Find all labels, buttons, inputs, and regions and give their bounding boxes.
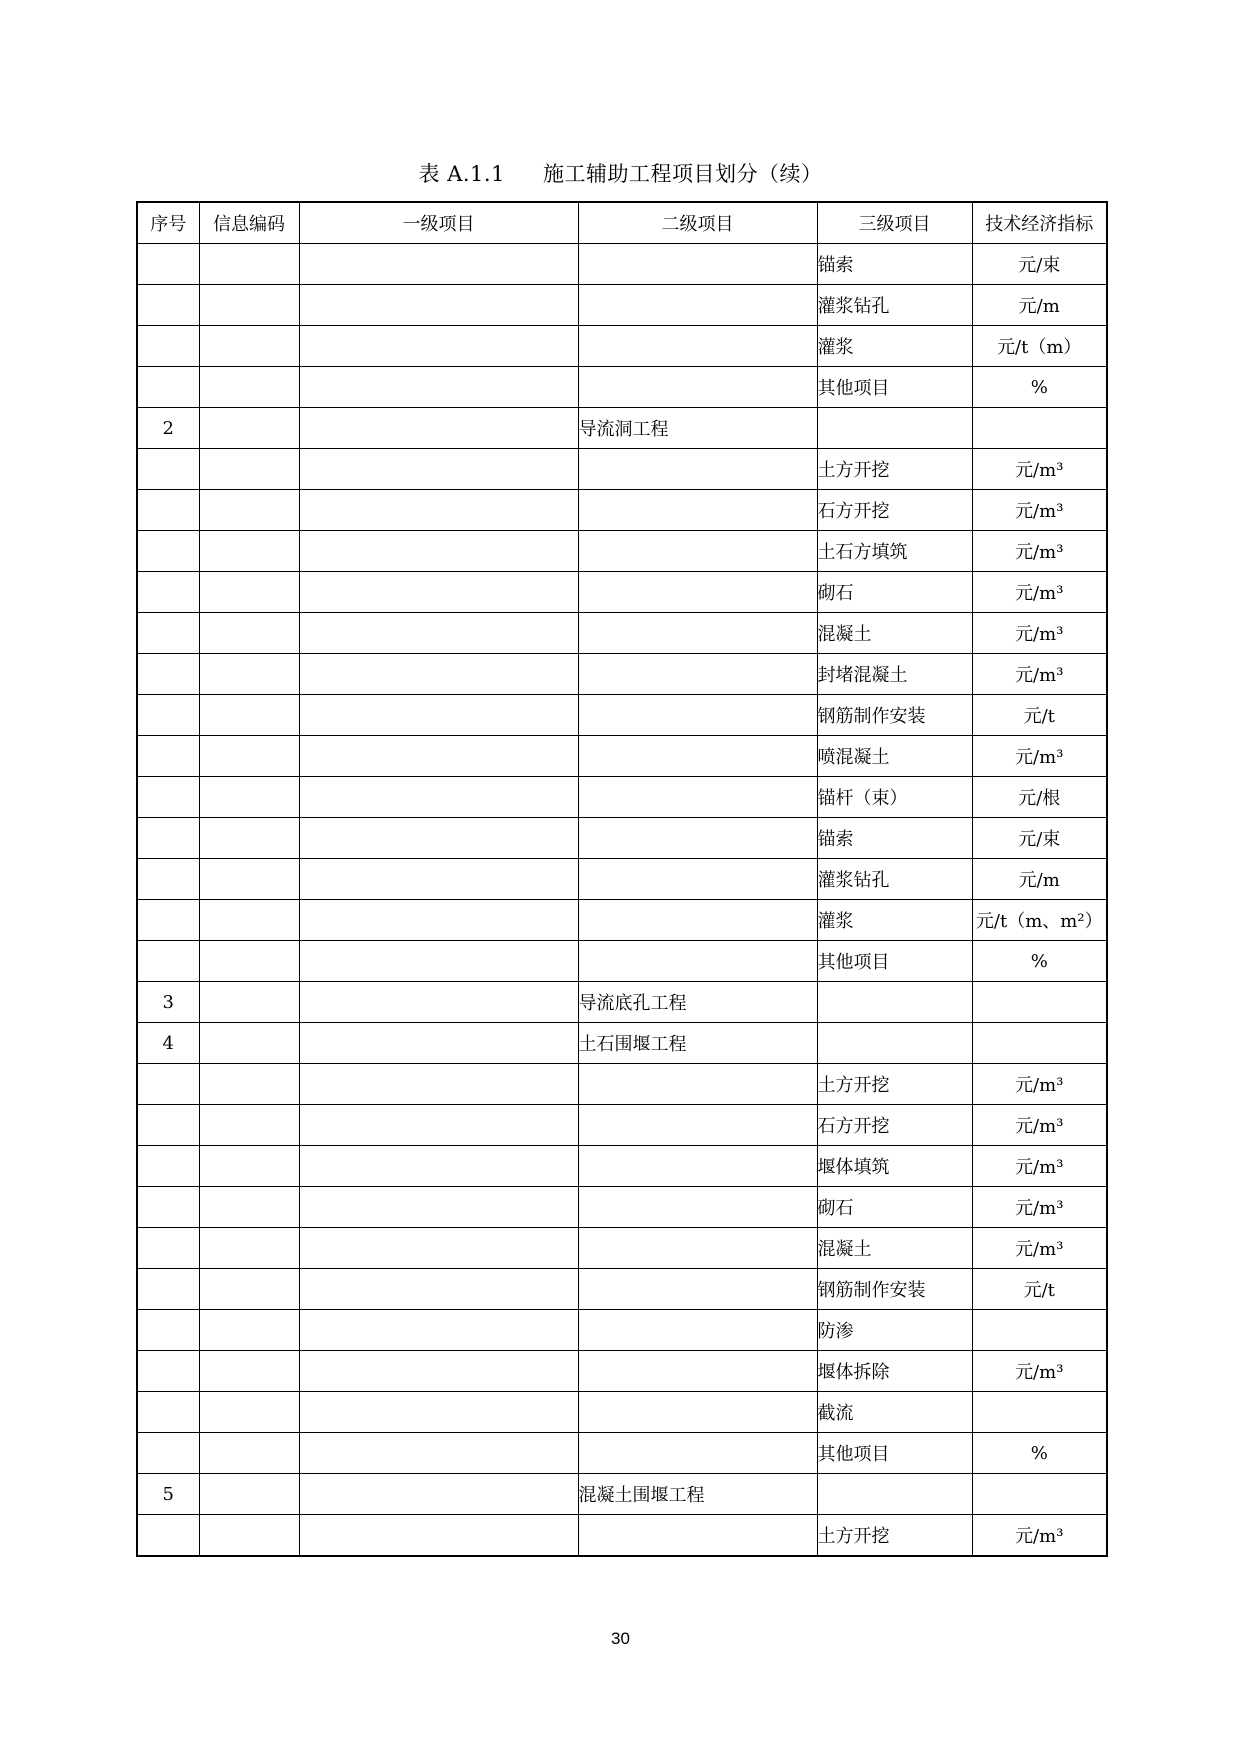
cell-level2 [578,1392,817,1433]
cell-seq [137,941,199,982]
cell-level3: 堰体填筑 [817,1146,972,1187]
cell-code [199,285,299,326]
table-row [137,490,1107,531]
cell-level2 [578,572,817,613]
table-row [137,654,1107,695]
cell-level3 [817,1023,972,1064]
cell-level1 [299,490,578,531]
table-row [137,736,1107,777]
table-row [137,1351,1107,1392]
cell-level2 [578,736,817,777]
cell-indicator: 元/m³ [972,531,1107,572]
cell-level1 [299,449,578,490]
cell-level3 [817,1474,972,1515]
cell-level1 [299,1310,578,1351]
cell-indicator: 元/m³ [972,449,1107,490]
cell-level1 [299,1392,578,1433]
cell-level1 [299,1351,578,1392]
cell-level2 [578,449,817,490]
cell-level1 [299,613,578,654]
cell-seq [137,818,199,859]
cell-level1 [299,572,578,613]
cell-level1 [299,1269,578,1310]
cell-seq [137,1064,199,1105]
cell-seq [137,1187,199,1228]
cell-code [199,736,299,777]
cell-seq [137,695,199,736]
cell-level2 [578,1187,817,1228]
cell-seq [137,1146,199,1187]
cell-level2 [578,941,817,982]
cell-seq [137,326,199,367]
table-row [137,1064,1107,1105]
table-row [137,1146,1107,1187]
cell-level2 [578,1228,817,1269]
cell-level3: 砌石 [817,572,972,613]
cell-code [199,613,299,654]
cell-indicator: 元/m³ [972,572,1107,613]
cell-indicator: 元/m³ [972,654,1107,695]
header-level2: 二级项目 [578,202,817,244]
header-indicator: 技术经济指标 [972,202,1107,244]
cell-level1 [299,1064,578,1105]
table-row [137,777,1107,818]
cell-indicator: 元/束 [972,818,1107,859]
cell-code [199,818,299,859]
cell-seq [137,613,199,654]
cell-seq [137,244,199,285]
table-row [137,367,1107,408]
cell-level1 [299,1515,578,1557]
cell-indicator [972,1310,1107,1351]
cell-code [199,900,299,941]
cell-indicator: 元/m [972,285,1107,326]
cell-indicator: 元/m³ [972,1351,1107,1392]
cell-level3: 封堵混凝土 [817,654,972,695]
table-row [137,1433,1107,1474]
cell-level1 [299,326,578,367]
table-caption [0,158,1241,188]
cell-code [199,490,299,531]
cell-level1 [299,736,578,777]
cell-level1 [299,900,578,941]
cell-level1 [299,244,578,285]
cell-level3: 其他项目 [817,941,972,982]
cell-level2: 导流底孔工程 [578,982,817,1023]
table-row [137,1105,1107,1146]
table-row [137,1474,1107,1515]
cell-level1 [299,408,578,449]
cell-level3: 灌浆 [817,326,972,367]
cell-level2 [578,1433,817,1474]
cell-indicator: 元/m³ [972,1146,1107,1187]
cell-code [199,367,299,408]
cell-seq: 5 [137,1474,199,1515]
cell-code [199,326,299,367]
cell-seq [137,1433,199,1474]
cell-indicator: 元/t（m） [972,326,1107,367]
cell-seq [137,490,199,531]
cell-indicator: % [972,941,1107,982]
table-row [137,449,1107,490]
cell-level3: 土石方填筑 [817,531,972,572]
table-row [137,1515,1107,1557]
cell-indicator: 元/m³ [972,1187,1107,1228]
cell-level1 [299,1023,578,1064]
cell-level3: 灌浆钻孔 [817,285,972,326]
cell-level2 [578,654,817,695]
table-body [137,244,1107,1557]
cell-level2 [578,613,817,654]
cell-seq [137,449,199,490]
cell-level2 [578,818,817,859]
cell-level3: 堰体拆除 [817,1351,972,1392]
cell-indicator: 元/t [972,1269,1107,1310]
cell-seq [137,1269,199,1310]
cell-level2 [578,1310,817,1351]
cell-seq [137,654,199,695]
cell-indicator: % [972,367,1107,408]
cell-level3: 钢筋制作安装 [817,1269,972,1310]
cell-seq [137,1228,199,1269]
cell-level3 [817,982,972,1023]
cell-seq [137,1105,199,1146]
cell-level2 [578,859,817,900]
cell-indicator: 元/m [972,859,1107,900]
cell-level2 [578,531,817,572]
table-row [137,941,1107,982]
table-row [137,613,1107,654]
cell-level3: 灌浆钻孔 [817,859,972,900]
cell-code [199,777,299,818]
cell-level1 [299,818,578,859]
cell-level3: 锚索 [817,244,972,285]
cell-level3: 土方开挖 [817,1515,972,1557]
cell-level2 [578,326,817,367]
table-number: 表 A.1.1 [418,162,505,186]
table-row [137,1187,1107,1228]
project-division-table [136,201,1108,1557]
header-level1: 一级项目 [299,202,578,244]
cell-level3: 混凝土 [817,1228,972,1269]
cell-level3 [817,408,972,449]
cell-level2 [578,1351,817,1392]
cell-code [199,859,299,900]
cell-indicator: 元/t（m、m²） [972,900,1107,941]
cell-code [199,1146,299,1187]
cell-seq [137,367,199,408]
cell-code [199,941,299,982]
cell-indicator [972,1474,1107,1515]
table-title: 施工辅助工程项目划分（续） [542,162,823,186]
cell-level3: 喷混凝土 [817,736,972,777]
table-row [137,572,1107,613]
cell-level3: 石方开挖 [817,1105,972,1146]
cell-code [199,695,299,736]
cell-level1 [299,1433,578,1474]
table-row [137,695,1107,736]
cell-seq [137,1515,199,1557]
cell-code [199,1433,299,1474]
cell-level1 [299,982,578,1023]
cell-seq [137,572,199,613]
cell-level2: 土石围堰工程 [578,1023,817,1064]
table-row [137,1228,1107,1269]
cell-indicator: 元/t [972,695,1107,736]
cell-code [199,408,299,449]
cell-level1 [299,1187,578,1228]
cell-code [199,1105,299,1146]
cell-indicator: 元/根 [972,777,1107,818]
cell-level1 [299,1105,578,1146]
cell-level2 [578,695,817,736]
cell-level3: 土方开挖 [817,1064,972,1105]
table-row [137,1392,1107,1433]
cell-seq [137,859,199,900]
cell-level2 [578,777,817,818]
cell-level2 [578,285,817,326]
cell-code [199,1064,299,1105]
cell-code [199,654,299,695]
cell-level2 [578,900,817,941]
cell-level3: 钢筋制作安装 [817,695,972,736]
page-number: 30 [611,1629,630,1648]
cell-level3: 防渗 [817,1310,972,1351]
header-code: 信息编码 [199,202,299,244]
cell-seq: 4 [137,1023,199,1064]
cell-level3: 锚索 [817,818,972,859]
cell-level2 [578,1515,817,1557]
cell-level2: 混凝土围堰工程 [578,1474,817,1515]
cell-code [199,1310,299,1351]
cell-seq [137,531,199,572]
cell-code [199,1269,299,1310]
table-row [137,1023,1107,1064]
table-header-row [137,202,1107,244]
cell-indicator: 元/m³ [972,1515,1107,1557]
cell-level3: 锚杆（束） [817,777,972,818]
cell-seq [137,777,199,818]
table-row [137,818,1107,859]
cell-level2 [578,1269,817,1310]
cell-level3: 砌石 [817,1187,972,1228]
table-row [137,531,1107,572]
table-row [137,859,1107,900]
cell-code [199,1515,299,1557]
header-level3: 三级项目 [817,202,972,244]
cell-level3: 混凝土 [817,613,972,654]
cell-seq [137,1351,199,1392]
cell-seq [137,900,199,941]
cell-level1 [299,695,578,736]
table-row [137,285,1107,326]
cell-code [199,244,299,285]
cell-level3: 石方开挖 [817,490,972,531]
cell-seq: 2 [137,408,199,449]
cell-level1 [299,654,578,695]
cell-level3: 灌浆 [817,900,972,941]
cell-seq [137,285,199,326]
cell-code [199,1023,299,1064]
table-row [137,1310,1107,1351]
cell-level1 [299,1146,578,1187]
cell-level1 [299,777,578,818]
cell-indicator: 元/束 [972,244,1107,285]
cell-level2 [578,367,817,408]
cell-level1 [299,941,578,982]
cell-indicator: 元/m³ [972,1064,1107,1105]
cell-level1 [299,1228,578,1269]
cell-seq [137,1310,199,1351]
cell-seq [137,1392,199,1433]
cell-code [199,449,299,490]
table-row [137,408,1107,449]
cell-code [199,1474,299,1515]
cell-indicator: 元/m³ [972,736,1107,777]
header-seq: 序号 [137,202,199,244]
cell-code [199,982,299,1023]
cell-indicator: 元/m³ [972,1228,1107,1269]
cell-indicator: 元/m³ [972,613,1107,654]
cell-code [199,1392,299,1433]
cell-level1 [299,1474,578,1515]
cell-level2: 导流洞工程 [578,408,817,449]
cell-level3: 其他项目 [817,1433,972,1474]
cell-code [199,1228,299,1269]
cell-indicator: % [972,1433,1107,1474]
cell-level3: 其他项目 [817,367,972,408]
cell-level2 [578,490,817,531]
cell-level3: 截流 [817,1392,972,1433]
cell-indicator [972,1392,1107,1433]
table-row [137,1269,1107,1310]
cell-level2 [578,1105,817,1146]
cell-level3: 土方开挖 [817,449,972,490]
cell-level2 [578,1064,817,1105]
cell-code [199,572,299,613]
table-row [137,326,1107,367]
cell-level1 [299,531,578,572]
cell-indicator [972,1023,1107,1064]
cell-indicator: 元/m³ [972,1105,1107,1146]
cell-level1 [299,859,578,900]
cell-level2 [578,1146,817,1187]
cell-code [199,1351,299,1392]
cell-indicator [972,408,1107,449]
cell-level2 [578,244,817,285]
cell-seq: 3 [137,982,199,1023]
cell-indicator: 元/m³ [972,490,1107,531]
cell-level1 [299,285,578,326]
table-row [137,244,1107,285]
cell-code [199,1187,299,1228]
cell-seq [137,736,199,777]
cell-code [199,531,299,572]
cell-indicator [972,982,1107,1023]
table-row [137,982,1107,1023]
cell-level1 [299,367,578,408]
table-row [137,900,1107,941]
